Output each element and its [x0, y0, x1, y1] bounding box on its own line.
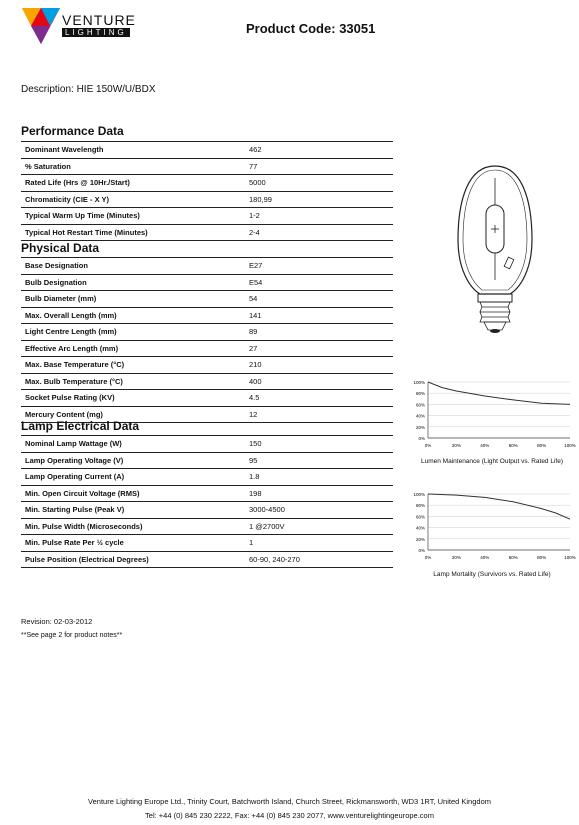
- series-line: [428, 494, 570, 519]
- spec-row: [21, 274, 393, 291]
- x-tick-label: 80%: [537, 443, 547, 448]
- product-code-value: 33051: [339, 21, 376, 36]
- spec-row: [21, 452, 393, 469]
- x-tick-label: 0%: [424, 443, 432, 448]
- spec-row: [21, 224, 393, 241]
- spec-value: 60-90, 240-270: [245, 551, 393, 568]
- spec-label: Min. Pulse Width (Microseconds): [21, 518, 245, 535]
- spec-value: 141: [245, 307, 393, 324]
- spec-label: Min. Open Circuit Voltage (RMS): [21, 485, 245, 502]
- x-tick-label: 20%: [451, 443, 461, 448]
- spec-label: Min. Starting Pulse (Peak V): [21, 502, 245, 519]
- spec-row: [21, 485, 393, 502]
- spec-row: [21, 518, 393, 535]
- description: Description: HIE 150W/U/BDX: [21, 84, 156, 95]
- spec-value: 54: [245, 291, 393, 308]
- x-tick-label: 60%: [508, 443, 518, 448]
- spec-label: Light Centre Length (mm): [21, 324, 245, 341]
- spec-row: [21, 307, 393, 324]
- y-tick-label: 40%: [415, 525, 425, 531]
- spec-label: Effective Arc Length (mm): [21, 340, 245, 357]
- spec-value: 95: [245, 452, 393, 469]
- y-tick-label: 60%: [415, 514, 425, 520]
- x-tick-label: 60%: [508, 555, 518, 560]
- spec-row: [21, 158, 393, 175]
- spec-label: Pulse Position (Electrical Degrees): [21, 551, 245, 568]
- spec-label: Nominal Lamp Wattage (W): [21, 436, 245, 453]
- spec-label: Chromaticity (CIE - X Y): [21, 191, 245, 208]
- spec-label: Lamp Operating Current (A): [21, 469, 245, 486]
- electrical-table: [21, 435, 393, 568]
- y-tick-label: 60%: [415, 402, 425, 408]
- spec-value: 5000: [245, 175, 393, 192]
- performance-table: [21, 141, 393, 241]
- y-tick-label: 100%: [413, 380, 425, 385]
- spec-label: Bulb Designation: [21, 274, 245, 291]
- spec-row: [21, 142, 393, 159]
- lumen-maintenance-caption: Lumen Maintenance (Light Output vs. Rated Life): [421, 458, 563, 465]
- spec-row: [21, 208, 393, 225]
- spec-row: [21, 340, 393, 357]
- lamp-mortality-caption: Lamp Mortality (Survivors vs. Rated Life): [433, 571, 551, 578]
- product-code: [246, 21, 375, 36]
- spec-label: Typical Warm Up Time (Minutes): [21, 208, 245, 225]
- spec-row: [21, 291, 393, 308]
- spec-value: 1-2: [245, 208, 393, 225]
- spec-value: 12: [245, 406, 393, 423]
- product-note: **See page 2 for product notes**: [21, 632, 123, 639]
- spec-row: [21, 373, 393, 390]
- footer-address: Venture Lighting Europe Ltd., Trinity Court, Batchworth Island, Church Street, Rickmansworth, WD3 1RT, United Kingdom: [88, 797, 491, 806]
- spec-value: 1.8: [245, 469, 393, 486]
- lumen-maintenance-chart: [408, 378, 576, 450]
- spec-label: % Saturation: [21, 158, 245, 175]
- spec-value: 27: [245, 340, 393, 357]
- x-tick-label: 20%: [451, 555, 461, 560]
- brand-subname: LIGHTING: [62, 28, 130, 37]
- x-tick-label: 100%: [564, 443, 576, 448]
- revision: Revision: 02-03-2012: [21, 617, 93, 626]
- spec-label: Socket Pulse Rating (KV): [21, 390, 245, 407]
- spec-label: Max. Bulb Temperature (°C): [21, 373, 245, 390]
- spec-row: [21, 469, 393, 486]
- lamp-mortality-chart: [408, 490, 576, 562]
- electrical-title: Lamp Electrical Data: [21, 419, 140, 433]
- spec-value: 77: [245, 158, 393, 175]
- spec-value: 210: [245, 357, 393, 374]
- spec-label: Max. Overall Length (mm): [21, 307, 245, 324]
- spec-row: [21, 258, 393, 275]
- spec-value: 89: [245, 324, 393, 341]
- y-tick-label: 0%: [418, 548, 425, 553]
- spec-value: 462: [245, 142, 393, 159]
- spec-value: 2-4: [245, 224, 393, 241]
- x-tick-label: 80%: [537, 555, 547, 560]
- performance-title: Performance Data: [21, 124, 124, 138]
- y-tick-label: 0%: [418, 436, 425, 441]
- spec-row: [21, 436, 393, 453]
- brand-name: VENTURE: [62, 12, 136, 28]
- y-tick-label: 80%: [415, 391, 425, 397]
- spec-label: Dominant Wavelength: [21, 142, 245, 159]
- spec-label: Max. Base Temperature (°C): [21, 357, 245, 374]
- y-tick-label: 20%: [415, 536, 425, 542]
- spec-label: Base Designation: [21, 258, 245, 275]
- spec-value: 1: [245, 535, 393, 552]
- product-code-label: Product Code:: [246, 21, 336, 36]
- x-tick-label: 40%: [480, 443, 490, 448]
- footer-contact: Tel: +44 (0) 845 230 2222, Fax: +44 (0) 845 230 2077, www.venturelightingeurope.com: [145, 811, 434, 820]
- x-tick-label: 40%: [480, 555, 490, 560]
- y-tick-label: 100%: [413, 492, 425, 497]
- spec-value: 180,99: [245, 191, 393, 208]
- spec-label: Mercury Content (mg): [21, 406, 245, 423]
- spec-label: Lamp Operating Voltage (V): [21, 452, 245, 469]
- spec-row: [21, 390, 393, 407]
- spec-label: Typical Hot Restart Time (Minutes): [21, 224, 245, 241]
- lamp-illustration: [450, 160, 540, 340]
- physical-title: Physical Data: [21, 241, 100, 255]
- spec-row: [21, 191, 393, 208]
- spec-row: [21, 535, 393, 552]
- spec-row: [21, 324, 393, 341]
- spec-row: [21, 175, 393, 192]
- spec-row: [21, 502, 393, 519]
- spec-value: 150: [245, 436, 393, 453]
- venture-lighting-logo: [20, 6, 62, 48]
- spec-label: Rated Life (Hrs @ 10Hr./Start): [21, 175, 245, 192]
- spec-value: 400: [245, 373, 393, 390]
- physical-table: [21, 257, 393, 423]
- x-tick-label: 100%: [564, 555, 576, 560]
- spec-value: E27: [245, 258, 393, 275]
- spec-value: 3000-4500: [245, 502, 393, 519]
- spec-value: 1 @2700V: [245, 518, 393, 535]
- spec-value: 4.5: [245, 390, 393, 407]
- y-tick-label: 40%: [415, 413, 425, 419]
- x-tick-label: 0%: [424, 555, 432, 560]
- spec-label: Bulb Diameter (mm): [21, 291, 245, 308]
- y-tick-label: 80%: [415, 503, 425, 509]
- spec-value: 198: [245, 485, 393, 502]
- spec-label: Min. Pulse Rate Per ½ cycle: [21, 535, 245, 552]
- y-tick-label: 20%: [415, 424, 425, 430]
- spec-value: E54: [245, 274, 393, 291]
- spec-row: [21, 357, 393, 374]
- spec-row: [21, 551, 393, 568]
